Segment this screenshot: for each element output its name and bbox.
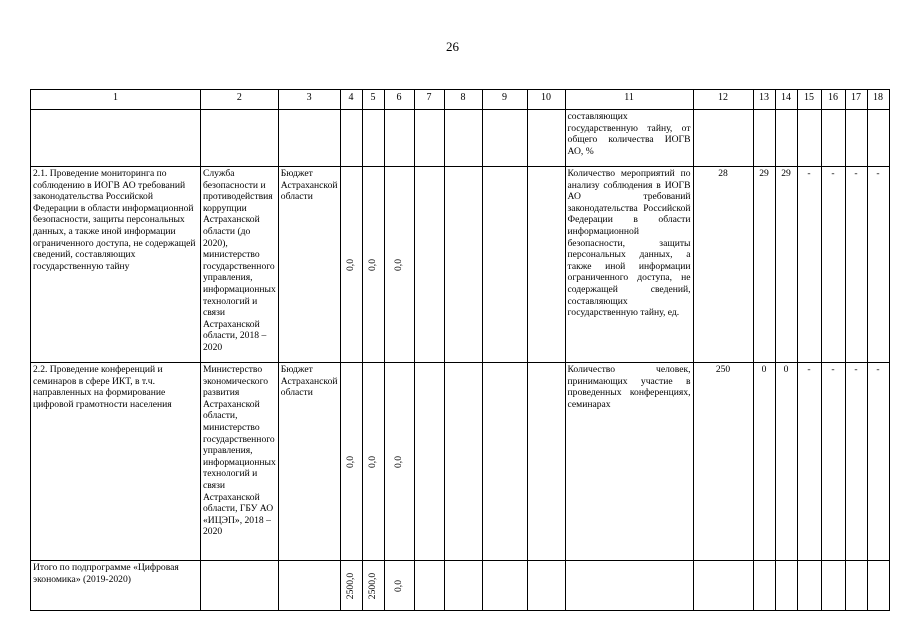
- funding-source-cell: Бюджет Астраханской области: [278, 363, 340, 561]
- value-col13: 29: [753, 167, 775, 363]
- continuation-indicator: составляющих государственную тайну, от общего количества ИОГВ АО, %: [565, 110, 693, 167]
- col-header-6: 6: [384, 90, 414, 110]
- funding-source-cell: Бюджет Астраханской области: [278, 167, 340, 363]
- value-col12: 28: [693, 167, 753, 363]
- continuation-row: [31, 110, 890, 167]
- activity-cell: 2.2. Проведение конференций и семинаров в сфере ИКТ, в т.ч. направленных на формирование цифровой грамотности населения: [31, 363, 201, 561]
- executor-cell: Служба безопасности и противодействия коррупции Астраханской области (до 2020), министерство государственного управления, информационных технологий и связи Астраханской области, 2018 – 2020: [201, 167, 279, 363]
- col-header-11: 11: [565, 90, 693, 110]
- total-row: [31, 561, 890, 611]
- value-col6: 0,0: [384, 167, 414, 363]
- value-col16: -: [821, 363, 845, 561]
- table-row: [31, 363, 890, 561]
- value-col4: 0,0: [340, 167, 362, 363]
- col-header-8: 8: [444, 90, 482, 110]
- col-header-7: 7: [414, 90, 444, 110]
- col-header-5: 5: [362, 90, 384, 110]
- value-col14: 29: [775, 167, 797, 363]
- col-header-18: 18: [867, 90, 889, 110]
- total-col5: 2500,0: [362, 561, 384, 611]
- value-col12: 250: [693, 363, 753, 561]
- value-col17: -: [845, 363, 867, 561]
- program-table: [30, 89, 890, 611]
- col-header-17: 17: [845, 90, 867, 110]
- total-col6: 0,0: [384, 561, 414, 611]
- value-col15: -: [797, 167, 821, 363]
- value-col18: -: [867, 363, 889, 561]
- total-label: Итого по подпрограмме «Цифровая экономика» (2019-2020): [31, 561, 201, 611]
- col-header-12: 12: [693, 90, 753, 110]
- page-number: 26: [446, 39, 459, 54]
- column-number-row: [31, 90, 890, 110]
- col-header-2: 2: [201, 90, 279, 110]
- col-header-15: 15: [797, 90, 821, 110]
- value-col17: -: [845, 167, 867, 363]
- col-header-10: 10: [527, 90, 565, 110]
- value-col4: 0,0: [340, 363, 362, 561]
- total-col4: 2500,0: [340, 561, 362, 611]
- value-col16: -: [821, 167, 845, 363]
- value-col6: 0,0: [384, 363, 414, 561]
- col-header-3: 3: [278, 90, 340, 110]
- table-row: [31, 167, 890, 363]
- col-header-9: 9: [482, 90, 527, 110]
- activity-cell: 2.1. Проведение мониторинга по соблюдению в ИОГВ АО требований законодательства Российской Федерации в области информационной безопасности, защиты персональных данных, а также иной информации ограниченного доступа, не содержащей сведений, составляющих государственную тайну: [31, 167, 201, 363]
- col-header-14: 14: [775, 90, 797, 110]
- value-col5: 0,0: [362, 167, 384, 363]
- col-header-16: 16: [821, 90, 845, 110]
- col-header-4: 4: [340, 90, 362, 110]
- value-col15: -: [797, 363, 821, 561]
- indicator-cell: Количество человек, принимающих участие в проведенных конференциях, семинарах: [565, 363, 693, 561]
- value-col14: 0: [775, 363, 797, 561]
- executor-cell: Министерство экономического развития Астраханской области, министерство государственного управления, информационных технологий и связи Астраханской области, ГБУ АО «ИЦЭП», 2018 – 2020: [201, 363, 279, 561]
- value-col5: 0,0: [362, 363, 384, 561]
- value-col18: -: [867, 167, 889, 363]
- col-header-1: 1: [31, 90, 201, 110]
- value-col13: 0: [753, 363, 775, 561]
- indicator-cell: Количество мероприятий по анализу соблюдения в ИОГВ АО требований законодательства Российской Федерации в области информационной безопасности, защиты персональных данных, а также иной информации ограниченного доступа, не содержащей сведений, составляющих государственную тайну, ед.: [565, 167, 693, 363]
- col-header-13: 13: [753, 90, 775, 110]
